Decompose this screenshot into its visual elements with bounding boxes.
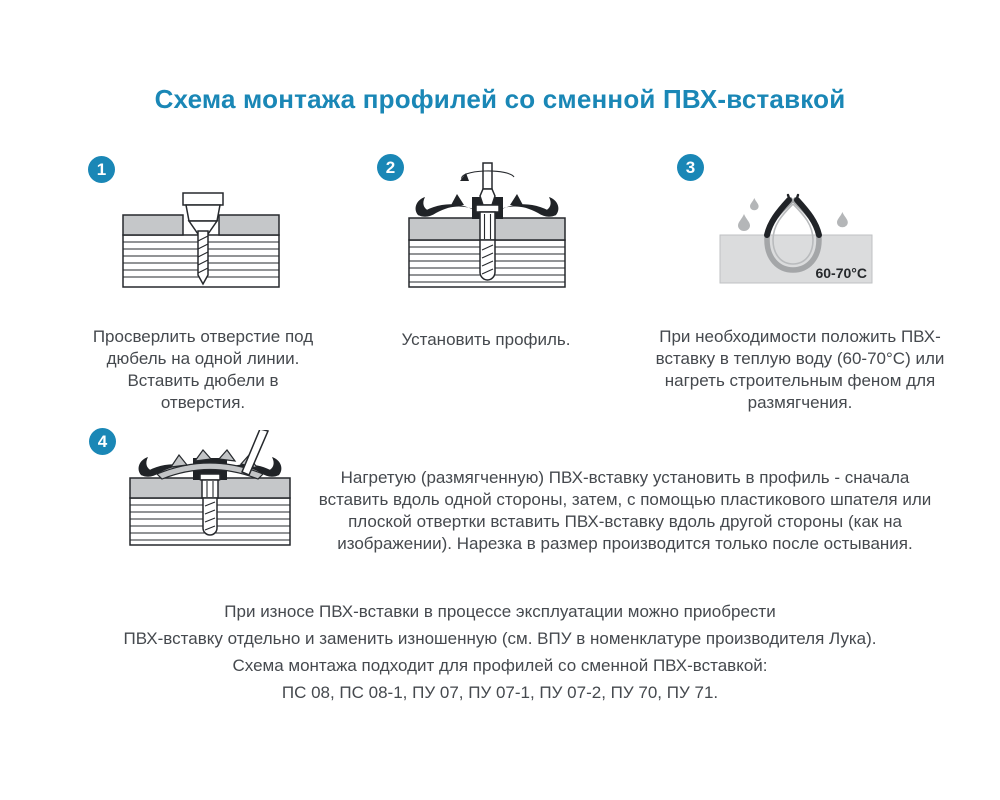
- drill-icon: [122, 191, 280, 289]
- dowel-sleeve: [480, 212, 495, 240]
- insert-pvc-with-flat-screwdriver-illustration: [127, 430, 293, 548]
- water-temp-label: 60-70°C: [815, 265, 867, 281]
- step-1-number-badge: 1: [88, 156, 115, 183]
- warm-water-icon: [716, 192, 876, 286]
- dowel-sleeve: [202, 480, 218, 498]
- footer-line-1: При износе ПВХ-вставки в процессе эксплуатации можно приобрести: [224, 602, 776, 621]
- footer-line-4: ПС 08, ПС 08-1, ПУ 07, ПУ 07-1, ПУ 07-2, ПУ 70, ПУ 71.: [281, 683, 719, 702]
- page-title: Схема монтажа профилей со сменной ПВХ-вставкой: [154, 84, 846, 114]
- step-2-number-badge: 2: [377, 154, 404, 181]
- screw-head: [200, 474, 220, 480]
- screwdriver-shaft: [483, 163, 492, 189]
- screwdriver-bit-holder: [480, 189, 495, 205]
- step-2-caption: Установить профиль.: [401, 330, 571, 349]
- step-3-caption: При необходимости положить ПВХ-вставку в теплую воду (60-70°C) или нагреть строительным феном для размягчения.: [655, 327, 945, 412]
- top-layer-left: [123, 215, 183, 235]
- drill-chuck-body: [186, 205, 220, 221]
- top-layer-right: [219, 215, 279, 235]
- screwdriver-fasten-profile-illustration: [408, 162, 566, 289]
- pvc-insert-in-warm-water-illustration: [716, 192, 876, 286]
- step-3-number-badge: 3: [677, 154, 704, 181]
- water-droplet-icons: [738, 198, 848, 231]
- step-4-caption: Нагретую (размягченную) ПВХ-вставку установить в профиль - сначала вставить вдоль одной стороны, затем, с помощью пластикового шпателя или плоской отвертки вставить ПВХ-вставку вдоль другой стороны (как на изображении). Нарезка в размер производится только после остывания.: [318, 468, 932, 553]
- screw-head: [476, 205, 499, 212]
- footer-line-3: Схема монтажа подходит для профилей со сменной ПВХ-вставкой:: [232, 656, 768, 675]
- drill-into-floor-illustration: [122, 191, 280, 289]
- rotation-arrowhead: [460, 173, 469, 181]
- step-1-caption: Просверлить отверстие под дюбель на одной линии. Вставить дюбели в отверстия.: [92, 327, 314, 412]
- pvc-press-in-icon: [127, 430, 293, 548]
- drill-chuck-top: [183, 193, 223, 205]
- footer-note: [0, 598, 1000, 706]
- footer-line-2: ПВХ-вставку отдельно и заменить изношенную (см. ВПУ в номенклатуре производителя Лука).: [123, 629, 877, 648]
- step-4-number-badge: 4: [89, 428, 116, 455]
- profile-install-icon: [408, 162, 566, 289]
